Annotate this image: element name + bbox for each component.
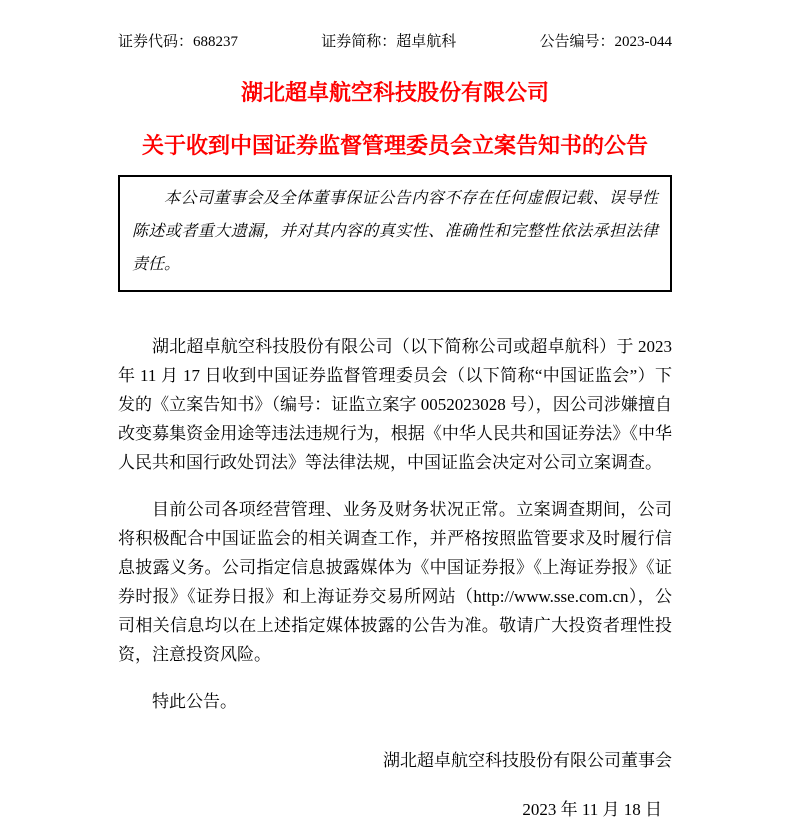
title-block (118, 80, 672, 159)
signature-block (118, 746, 672, 824)
signature-date: 2023 年 11 月 18 日 (522, 800, 662, 819)
document-header (118, 30, 672, 51)
document-body (118, 332, 672, 716)
stock-short-name: 证券简称：超卓航科 (321, 34, 457, 50)
paragraph-case-filing-notice: 湖北超卓航空科技股份有限公司（以下简称公司或超卓航科）于 2023 年 11 月 17 日收到中国证券监督管理委员会（以下简称“中国证监会”）下发的《立案告知书》（编号：证监立案字 0052023028 号），因公司涉嫌擅自改变募集资金用途等违法违规行为，根据《中华人民共和国证券法》《中华人民共和国行政处罚法》等法律法规，中国证监会决定对公司立案调查。 (118, 337, 672, 472)
paragraph-operations-disclosure: 目前公司各项经营管理、业务及财务状况正常。立案调查期间，公司将积极配合中国证监会的相关调查工作，并严格按照监管要求及时履行信息披露义务。公司指定信息披露媒体为《中国证券报》《上海证券报》《证券时报》《证券日报》和上海证券交易所网站（http://www.sse.com.cn），公司相关信息均以在上述指定媒体披露的公告为准。敬请广大投资者理性投资，注意投资风险。 (118, 500, 672, 664)
board-statement-box (118, 175, 672, 292)
announcement-number: 公告编号：2023-044 (539, 34, 672, 50)
signature-company: 湖北超卓航空科技股份有限公司董事会 (383, 751, 672, 770)
stock-code: 证券代码：688237 (118, 34, 239, 50)
paragraph-closing: 特此公告。 (152, 692, 237, 711)
company-name-title: 湖北超卓航空科技股份有限公司 (240, 80, 549, 105)
announcement-title: 关于收到中国证券监督管理委员会立案告知书的公告 (141, 133, 648, 158)
board-statement-text: 本公司董事会及全体董事保证公告内容不存在任何虚假记载、误导性陈述或者重大遗漏，并对其内容的真实性、准确性和完整性依法承担法律责任。 (132, 190, 658, 273)
